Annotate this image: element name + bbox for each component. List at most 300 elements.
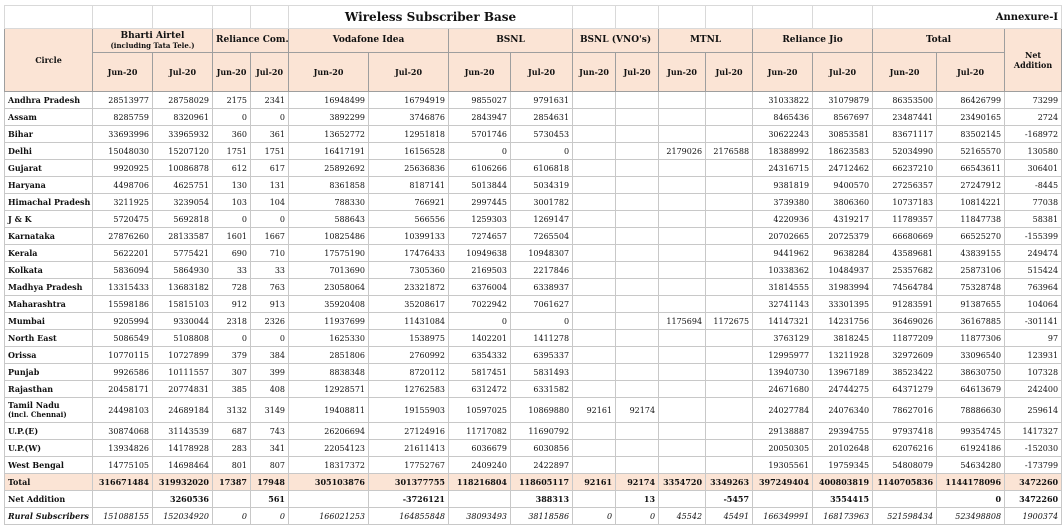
data-cell: 1751 (213, 143, 251, 160)
data-cell (573, 177, 616, 194)
data-cell (659, 440, 706, 457)
table-row (5, 228, 1062, 245)
data-cell: 86353500 (873, 92, 937, 109)
data-cell: 9400570 (813, 177, 873, 194)
data-cell: 20702665 (753, 228, 813, 245)
data-cell: 92174 (616, 398, 659, 423)
total-cell: 316671484 (93, 474, 153, 491)
data-cell: 5864930 (153, 262, 213, 279)
data-cell: 24027784 (753, 398, 813, 423)
rural-cell: 164855848 (369, 508, 449, 525)
data-cell: 566556 (369, 211, 449, 228)
data-cell: 10770115 (93, 347, 153, 364)
data-cell (706, 423, 753, 440)
data-cell (616, 194, 659, 211)
net-addition-cell: 3554415 (813, 491, 873, 508)
net-addition-cell: -3726121 (369, 491, 449, 508)
data-cell (706, 245, 753, 262)
data-cell: 8187141 (369, 177, 449, 194)
operator-header: Total (873, 29, 1005, 53)
data-cell: -155399 (1005, 228, 1062, 245)
data-cell: 19408811 (289, 398, 369, 423)
data-cell: 28758029 (153, 92, 213, 109)
data-cell: 78886630 (937, 398, 1005, 423)
data-cell: 31143539 (153, 423, 213, 440)
data-cell (573, 279, 616, 296)
data-cell: 1411278 (511, 330, 573, 347)
data-cell: 99354745 (937, 423, 1005, 440)
data-cell: 16417191 (289, 143, 369, 160)
data-cell: 1259303 (449, 211, 511, 228)
total-cell: 118216804 (449, 474, 511, 491)
data-cell (616, 313, 659, 330)
data-cell (616, 92, 659, 109)
data-cell: 91387655 (937, 296, 1005, 313)
data-cell: 10737183 (873, 194, 937, 211)
data-cell: 283 (213, 440, 251, 457)
data-cell: 7013690 (289, 262, 369, 279)
table-row (5, 279, 1062, 296)
data-cell: 912 (213, 296, 251, 313)
data-cell (659, 211, 706, 228)
data-cell: 2175 (213, 92, 251, 109)
jul-header: Jul-20 (937, 53, 1005, 92)
data-cell: 6106266 (449, 160, 511, 177)
data-cell (659, 126, 706, 143)
circle-name: Madhya Pradesh (5, 279, 93, 296)
total-cell: 1144178096 (937, 474, 1005, 491)
data-cell: 104064 (1005, 296, 1062, 313)
data-cell: 17476433 (369, 245, 449, 262)
data-cell: 341 (251, 440, 289, 457)
data-cell: 24498103 (93, 398, 153, 423)
data-cell: 5108808 (153, 330, 213, 347)
data-cell: 2760992 (369, 347, 449, 364)
data-cell (706, 211, 753, 228)
data-cell: 14231756 (813, 313, 873, 330)
data-cell: 13315433 (93, 279, 153, 296)
data-cell: 30853581 (813, 126, 873, 143)
data-cell: 9638284 (813, 245, 873, 262)
data-cell: 11789357 (873, 211, 937, 228)
rural-cell: 38118586 (511, 508, 573, 525)
data-cell: 23487441 (873, 109, 937, 126)
data-cell: 3739380 (753, 194, 813, 211)
total-cell: 301377755 (369, 474, 449, 491)
data-cell: 6106818 (511, 160, 573, 177)
data-cell (706, 279, 753, 296)
data-cell: 913 (251, 296, 289, 313)
data-cell: 36469026 (873, 313, 937, 330)
data-cell: -168972 (1005, 126, 1062, 143)
data-cell: 31033822 (753, 92, 813, 109)
data-cell: 9330044 (153, 313, 213, 330)
data-cell (706, 262, 753, 279)
data-cell: 5831493 (511, 364, 573, 381)
net-addition-cell: 3260536 (153, 491, 213, 508)
data-cell: 18623583 (813, 143, 873, 160)
data-cell: -8445 (1005, 177, 1062, 194)
data-cell: 25636836 (369, 160, 449, 177)
rural-cell: 0 (573, 508, 616, 525)
data-cell: 23321872 (369, 279, 449, 296)
circle-name: J & K (5, 211, 93, 228)
net-addition-cell: 3472260 (1005, 491, 1062, 508)
data-cell: 104 (251, 194, 289, 211)
data-cell (616, 457, 659, 474)
data-cell: 64613679 (937, 381, 1005, 398)
net-addition-cell: 0 (937, 491, 1005, 508)
data-cell: 7305360 (369, 262, 449, 279)
data-cell: 2997445 (449, 194, 511, 211)
jul-header: Jul-20 (251, 53, 289, 92)
data-cell: 77038 (1005, 194, 1062, 211)
data-cell: 86426799 (937, 92, 1005, 109)
data-cell: 33 (251, 262, 289, 279)
data-cell: 66525270 (937, 228, 1005, 245)
data-cell: 25357682 (873, 262, 937, 279)
data-cell: 306401 (1005, 160, 1062, 177)
data-cell: 2851806 (289, 347, 369, 364)
data-cell (573, 126, 616, 143)
data-cell (659, 457, 706, 474)
data-cell: 5086549 (93, 330, 153, 347)
total-cell: 1140705836 (873, 474, 937, 491)
data-cell: -301141 (1005, 313, 1062, 330)
data-cell: 58381 (1005, 211, 1062, 228)
data-cell (573, 296, 616, 313)
data-cell (573, 423, 616, 440)
data-cell: 9920925 (93, 160, 153, 177)
data-cell: 728 (213, 279, 251, 296)
operator-header: MTNL (659, 29, 753, 53)
data-cell: 12762583 (369, 381, 449, 398)
total-cell: 3349263 (706, 474, 753, 491)
data-cell: 75328748 (937, 279, 1005, 296)
net-addition-label: Net Addition (5, 491, 93, 508)
rural-cell: 0 (213, 508, 251, 525)
total-cell: 118605117 (511, 474, 573, 491)
rural-cell: 168173963 (813, 508, 873, 525)
table-row (5, 398, 1062, 423)
data-cell (573, 211, 616, 228)
data-cell: 8720112 (369, 364, 449, 381)
data-cell: 83671117 (873, 126, 937, 143)
data-cell (659, 177, 706, 194)
table-row (5, 440, 1062, 457)
data-cell: 12951818 (369, 126, 449, 143)
data-cell: 14775105 (93, 457, 153, 474)
data-cell: 0 (449, 143, 511, 160)
data-cell: 1667 (251, 228, 289, 245)
data-cell: 123931 (1005, 347, 1062, 364)
data-cell: 11431084 (369, 313, 449, 330)
data-cell (616, 423, 659, 440)
data-cell: 29138887 (753, 423, 813, 440)
rural-cell: 1900374 (1005, 508, 1062, 525)
data-cell: 1172675 (706, 313, 753, 330)
data-cell: 5013844 (449, 177, 511, 194)
jul-header: Jul-20 (369, 53, 449, 92)
data-cell: 4319217 (813, 211, 873, 228)
data-cell: 13211928 (813, 347, 873, 364)
data-cell: 399 (251, 364, 289, 381)
data-cell: 10484937 (813, 262, 873, 279)
data-cell: 31079879 (813, 92, 873, 109)
data-cell: 7274657 (449, 228, 511, 245)
rural-cell: 152034920 (153, 508, 213, 525)
circle-name: Punjab (5, 364, 93, 381)
data-cell: 33301395 (813, 296, 873, 313)
data-cell: -173799 (1005, 457, 1062, 474)
data-cell: 33693996 (93, 126, 153, 143)
rural-cell: 45542 (659, 508, 706, 525)
data-cell (706, 364, 753, 381)
data-cell: 20050305 (753, 440, 813, 457)
rural-cell: 523498808 (937, 508, 1005, 525)
jun-header: Jun-20 (873, 53, 937, 92)
circle-name: Gujarat (5, 160, 93, 177)
data-cell: 687 (213, 423, 251, 440)
data-cell: 24316715 (753, 160, 813, 177)
data-cell: 11937699 (289, 313, 369, 330)
data-cell: 24671680 (753, 381, 813, 398)
data-cell: 83502145 (937, 126, 1005, 143)
table-row (5, 313, 1062, 330)
data-cell: 361 (251, 126, 289, 143)
data-cell: 26206694 (289, 423, 369, 440)
data-cell: 9791631 (511, 92, 573, 109)
total-cell: 400803819 (813, 474, 873, 491)
total-cell: 3354720 (659, 474, 706, 491)
data-cell: 15048030 (93, 143, 153, 160)
data-cell: 6036679 (449, 440, 511, 457)
data-cell: 32972609 (873, 347, 937, 364)
data-cell: 10338362 (753, 262, 813, 279)
operator-header-row (5, 29, 1062, 53)
data-cell: 16156528 (369, 143, 449, 160)
data-cell: 74564784 (873, 279, 937, 296)
data-cell (659, 364, 706, 381)
data-cell (706, 160, 753, 177)
empty-cell (213, 491, 251, 508)
total-cell: 17948 (251, 474, 289, 491)
data-cell: 61924186 (937, 440, 1005, 457)
data-cell: 5730453 (511, 126, 573, 143)
rural-cell: 0 (251, 508, 289, 525)
circle-header: Circle (5, 29, 93, 92)
rural-cell: 166021253 (289, 508, 369, 525)
data-cell: 13940730 (753, 364, 813, 381)
circle-name: Bihar (5, 126, 93, 143)
operator-header: BSNL (449, 29, 573, 53)
data-cell: 24689184 (153, 398, 213, 423)
data-cell (706, 347, 753, 364)
data-cell (616, 211, 659, 228)
jun-header: Jun-20 (289, 53, 369, 92)
data-cell: 24744275 (813, 381, 873, 398)
total-cell: 92174 (616, 474, 659, 491)
data-cell (659, 296, 706, 313)
data-cell: 22054123 (289, 440, 369, 457)
data-cell: 10727899 (153, 347, 213, 364)
data-cell (573, 262, 616, 279)
data-cell: 0 (511, 143, 573, 160)
data-cell (659, 228, 706, 245)
data-cell: 10949638 (449, 245, 511, 262)
rural-subscribers-row (5, 508, 1062, 525)
data-cell: 11690792 (511, 423, 573, 440)
data-cell (573, 347, 616, 364)
data-cell: 97 (1005, 330, 1062, 347)
data-cell: 259614 (1005, 398, 1062, 423)
circle-name: Rajasthan (5, 381, 93, 398)
data-cell: 18317372 (289, 457, 369, 474)
data-cell: 242400 (1005, 381, 1062, 398)
data-cell: 6376004 (449, 279, 511, 296)
data-cell: 0 (449, 313, 511, 330)
data-cell: 1402201 (449, 330, 511, 347)
data-cell (659, 398, 706, 423)
data-cell: 763964 (1005, 279, 1062, 296)
data-cell: 1601 (213, 228, 251, 245)
rural-cell: 521598434 (873, 508, 937, 525)
jun-header: Jun-20 (753, 53, 813, 92)
rural-label: Rural Subscribers (5, 508, 93, 525)
data-cell: 6354332 (449, 347, 511, 364)
data-cell (616, 262, 659, 279)
data-cell (706, 440, 753, 457)
data-cell: 15207120 (153, 143, 213, 160)
data-cell: 10111557 (153, 364, 213, 381)
data-cell (706, 177, 753, 194)
data-cell: 23058064 (289, 279, 369, 296)
total-cell: 319932020 (153, 474, 213, 491)
empty-cell (573, 491, 616, 508)
data-cell: 2409240 (449, 457, 511, 474)
net-addition-cell: 388313 (511, 491, 573, 508)
data-cell (616, 347, 659, 364)
data-cell (706, 330, 753, 347)
table-row (5, 296, 1062, 313)
table-row (5, 143, 1062, 160)
data-cell (659, 109, 706, 126)
net-addition-cell: -5457 (706, 491, 753, 508)
data-cell: 0 (213, 211, 251, 228)
data-cell (616, 126, 659, 143)
data-cell: 38630750 (937, 364, 1005, 381)
data-cell: 1175694 (659, 313, 706, 330)
circle-name: Andhra Pradesh (5, 92, 93, 109)
circle-name: North East (5, 330, 93, 347)
data-cell (659, 381, 706, 398)
total-cell: 17387 (213, 474, 251, 491)
table-row (5, 177, 1062, 194)
data-cell: 38523422 (873, 364, 937, 381)
data-cell: 807 (251, 457, 289, 474)
total-cell: 3472260 (1005, 474, 1062, 491)
rural-cell: 151088155 (93, 508, 153, 525)
data-cell: 12995977 (753, 347, 813, 364)
data-cell: 5836094 (93, 262, 153, 279)
data-cell (616, 160, 659, 177)
total-cell: 397249404 (753, 474, 813, 491)
data-cell: 62076216 (873, 440, 937, 457)
data-cell: 7061627 (511, 296, 573, 313)
data-cell: 307 (213, 364, 251, 381)
data-cell: 5701746 (449, 126, 511, 143)
data-cell: 2217846 (511, 262, 573, 279)
circle-name: Delhi (5, 143, 93, 160)
data-cell: 33096540 (937, 347, 1005, 364)
data-cell: -152030 (1005, 440, 1062, 457)
table-row (5, 347, 1062, 364)
jun-header: Jun-20 (93, 53, 153, 92)
data-cell (573, 381, 616, 398)
data-cell: 379 (213, 347, 251, 364)
data-cell: 97937418 (873, 423, 937, 440)
data-cell: 690 (213, 245, 251, 262)
circle-name: Tamil Nadu (incl. Chennai) (5, 398, 93, 423)
data-cell: 27256357 (873, 177, 937, 194)
data-cell: 66543611 (937, 160, 1005, 177)
table-row (5, 211, 1062, 228)
data-cell: 20458171 (93, 381, 153, 398)
data-cell: 9205994 (93, 313, 153, 330)
data-cell: 9855027 (449, 92, 511, 109)
data-cell: 13683182 (153, 279, 213, 296)
data-cell (573, 440, 616, 457)
data-cell: 4625751 (153, 177, 213, 194)
net-addition-row (5, 491, 1062, 508)
data-cell: 2341 (251, 92, 289, 109)
data-cell (573, 228, 616, 245)
data-cell: 1625330 (289, 330, 369, 347)
empty-cell (449, 491, 511, 508)
data-cell: 64371279 (873, 381, 937, 398)
data-cell: 1269147 (511, 211, 573, 228)
data-cell: 13934826 (93, 440, 153, 457)
data-cell: 1417327 (1005, 423, 1062, 440)
data-cell (573, 330, 616, 347)
data-cell: 20774831 (153, 381, 213, 398)
data-cell: 19305561 (753, 457, 813, 474)
data-cell (573, 160, 616, 177)
data-cell: 12928571 (289, 381, 369, 398)
table-row (5, 457, 1062, 474)
data-cell: 8361858 (289, 177, 369, 194)
jun-header: Jun-20 (213, 53, 251, 92)
table-row (5, 330, 1062, 347)
data-cell: 30622243 (753, 126, 813, 143)
data-cell: 6395337 (511, 347, 573, 364)
table-row (5, 194, 1062, 211)
data-cell: 10814221 (937, 194, 1005, 211)
operator-header: BSNL (VNO's) (573, 29, 659, 53)
data-cell: 28513977 (93, 92, 153, 109)
data-cell: 4498706 (93, 177, 153, 194)
data-cell: 33965932 (153, 126, 213, 143)
data-cell: 515424 (1005, 262, 1062, 279)
data-cell: 408 (251, 381, 289, 398)
empty-cell (289, 491, 369, 508)
data-cell: 19759345 (813, 457, 873, 474)
data-cell: 0 (251, 109, 289, 126)
data-cell: 10948307 (511, 245, 573, 262)
data-cell (706, 381, 753, 398)
table-row (5, 245, 1062, 262)
circle-name: U.P.(E) (5, 423, 93, 440)
